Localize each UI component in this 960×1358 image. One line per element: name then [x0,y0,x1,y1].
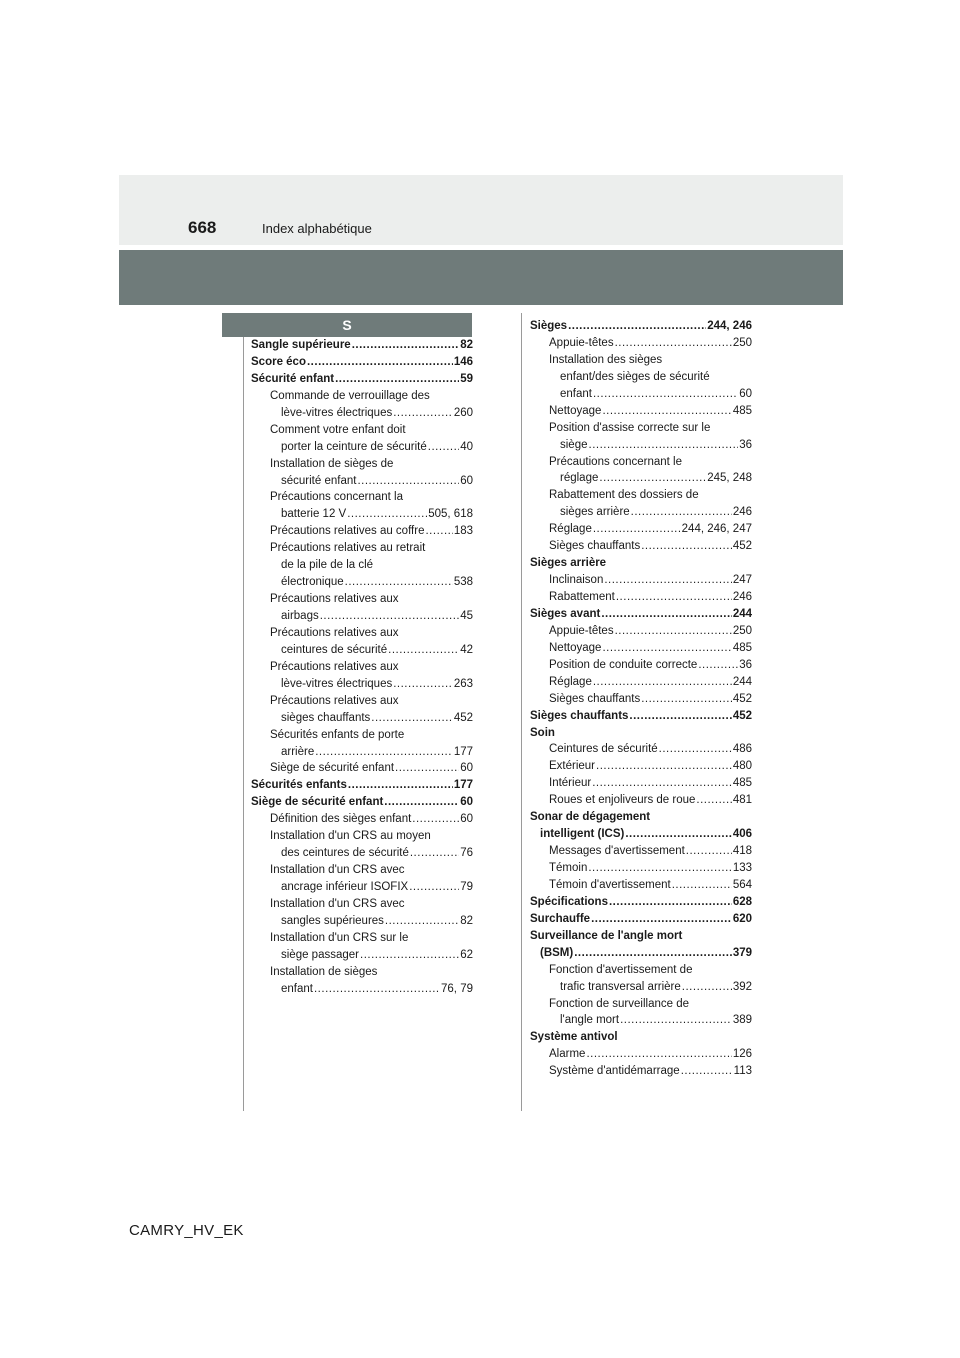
page-reference: 60 [460,762,473,775]
dot-leader [347,506,427,523]
index-entry [251,642,473,659]
dot-leader [360,947,459,964]
dot-leader [659,741,732,758]
dot-leader [681,1063,733,1080]
dot-leader [620,1012,732,1029]
dot-leader [357,473,459,490]
entry-text: Nettoyage [549,641,602,654]
page-reference: 177 [453,779,473,792]
index-entry [530,792,752,809]
dot-leader [574,945,732,962]
index-entry [251,862,473,879]
page-reference: 250 [732,336,752,349]
index-entry [530,945,752,962]
entry-text: Témoin [549,862,588,874]
entry-text: porter la ceinture de sécurité [281,440,427,453]
index-entry [251,760,473,777]
page-reference: 250 [732,624,752,637]
entry-text: Sonar de dégagement [530,811,651,824]
index-entry [530,572,752,589]
page-reference: 244 [732,675,752,688]
dot-leader [586,1046,731,1063]
entry-text: Réglage [549,523,592,536]
page-reference: 263 [453,677,473,690]
page-reference: 113 [733,1065,752,1078]
page-reference: 62 [460,948,473,961]
entry-text: Installation de sièges [270,965,378,978]
page-reference: 60 [460,813,473,826]
index-entry [530,877,752,894]
index-entry [530,589,752,606]
dot-leader [409,879,459,896]
dot-leader [335,371,459,388]
entry-text: intelligent (ICS) [540,828,625,841]
page-reference: 76 [460,847,473,860]
entry-text: sangles supérieures [281,914,384,927]
index-entry [251,828,473,845]
entry-text: Précautions relatives aux [270,626,399,639]
dot-leader [686,843,732,860]
entry-text: trafic transversal arrière [560,980,681,993]
index-entry [530,437,752,454]
entry-text: Sangle supérieure [251,339,351,351]
entry-text: Commande de verrouillage des [270,389,430,402]
index-entry [530,725,752,742]
entry-text: Intérieur [549,777,592,790]
index-column-right [530,318,752,1080]
footer-code: CAMRY_HV_EK [129,1222,244,1239]
entry-text: Inclinaison [549,574,604,587]
page-reference: 126 [732,1048,752,1061]
page-reference: 564 [732,878,752,891]
entry-text: Définition des sièges enfant [270,813,412,826]
index-entry [530,691,752,708]
index-entry [251,456,473,473]
index-entry [530,894,752,911]
dot-leader [395,760,459,777]
dot-leader [682,979,732,996]
dot-leader [412,811,459,828]
entry-text: Sièges chauffants [530,709,629,722]
index-entry [530,504,752,521]
dot-leader [629,708,731,725]
index-entry [251,744,473,761]
entry-text: Précautions relatives aux [270,660,399,673]
page-reference: 183 [453,525,473,538]
entry-text: Précautions relatives aux [270,593,399,606]
dot-leader [393,405,453,422]
index-entry [251,947,473,964]
entry-text: Extérieur [549,760,596,773]
dot-leader [631,504,732,521]
index-entry [530,318,752,335]
entry-text: réglage [560,472,599,485]
index-entry [530,928,752,945]
index-entry [251,405,473,422]
entry-text: de la pile de la clé [281,559,374,572]
page-reference: 452 [732,692,752,705]
entry-text: Installation d'un CRS avec [270,897,405,910]
entry-text: Précautions relatives au retrait [270,542,426,555]
page-reference: 76, 79 [441,982,473,995]
entry-text: sièges chauffants [281,711,371,724]
entry-text: Précautions relatives au coffre [270,525,425,538]
index-entry [251,574,473,591]
index-entry [251,388,473,405]
entry-text: Fonction d'avertissement de [549,963,693,976]
dot-leader [593,521,681,538]
page-reference: 36 [739,438,752,451]
dot-leader [696,792,731,809]
entry-text: airbags [281,610,319,622]
entry-text: Sièges [530,320,568,332]
dot-leader [345,574,453,591]
index-entry [251,896,473,913]
entry-text: Installation d'un CRS sur le [270,931,409,944]
dot-leader [615,623,732,640]
page-number: 668 [188,218,217,237]
index-entry [251,659,473,676]
index-entry [530,470,752,487]
dot-leader [348,777,453,794]
dot-leader [568,318,706,335]
dot-leader [641,691,732,708]
index-entry [251,422,473,439]
header-bar [119,250,843,305]
entry-text: Soin [530,726,555,739]
entry-text: Ceintures de sécurité [549,743,658,756]
page-reference: 620 [732,912,752,925]
letter-heading: S [222,313,472,337]
entry-text: Rabattement [549,591,615,603]
dot-leader [591,911,732,928]
index-entry [530,911,752,928]
page-reference: 389 [732,1014,752,1027]
column-divider-left [243,313,244,1111]
page-reference: 452 [732,709,752,722]
page-reference: 82 [460,339,473,351]
index-entry [251,794,473,811]
entry-text: enfant [560,387,592,400]
dot-leader [393,676,453,693]
dot-leader [596,758,732,775]
entry-text: Sièges chauffants [549,692,641,705]
page-reference: 244, 246, 247 [681,523,752,536]
entry-text: Nettoyage [549,404,602,417]
page-reference: 485 [732,777,752,790]
index-entry [530,860,752,877]
entry-text: Appuie-têtes [549,336,614,349]
entry-text: Score éco [251,355,306,368]
index-entry [530,487,752,504]
entry-text: Surveillance de l'angle mort [530,929,683,942]
entry-text: Installation d'un CRS au moyen [270,830,431,843]
page-reference: 146 [453,355,473,368]
entry-text: Fonction de surveillance de [549,997,689,1010]
page-reference: 481 [732,794,752,807]
dot-leader [672,877,732,894]
dot-leader [616,589,732,606]
entry-text: (BSM) [540,946,574,959]
entry-text: Position d'assise correcte sur le [549,421,711,434]
index-entry [530,657,752,674]
index-entry [251,625,473,642]
page-reference: 485 [732,404,752,417]
index-entry [251,727,473,744]
index-entry [251,608,473,625]
dot-leader [588,860,731,877]
page-reference: 36 [739,658,752,671]
page-reference: 177 [453,745,473,758]
index-entry [530,674,752,691]
entry-text: Système antivol [530,1031,618,1044]
index-entry [530,352,752,369]
entry-text: Réglage [549,675,592,688]
dot-leader [384,794,459,811]
entry-text: Sécurités enfants de porte [270,728,405,741]
index-entry [530,640,752,657]
page-reference: 406 [732,828,752,841]
dot-leader [625,826,731,843]
page-reference: 246 [732,506,752,519]
index-entry [251,371,473,388]
dot-leader [307,354,453,371]
dot-leader [641,538,732,555]
index-entry [251,811,473,828]
dot-leader [388,642,459,659]
dot-leader [593,386,738,403]
page-reference: 628 [732,895,752,908]
entry-text: Sécurité enfant [251,372,335,385]
index-entry [530,741,752,758]
entry-text: sécurité enfant [281,474,357,487]
index-entry [530,420,752,437]
index-entry [530,403,752,420]
page-reference: 485 [732,641,752,654]
dot-leader [602,403,731,420]
index-entry [251,710,473,727]
index-column-left [251,337,473,998]
dot-leader [425,523,452,540]
index-entry [530,843,752,860]
index-entry [251,676,473,693]
entry-text: ancrage inférieur ISOFIX [281,881,409,893]
section-title: Index alphabétique [262,221,372,236]
dot-leader [315,744,453,761]
index-entry [251,557,473,574]
entry-text: Rabattement des dossiers de [549,489,699,502]
index-entry [530,996,752,1013]
page-reference: 480 [732,760,752,773]
entry-text: Roues et enjoliveurs de roue [549,794,696,807]
dot-leader [601,606,731,623]
index-entry [251,439,473,456]
dot-leader [593,674,732,691]
entry-text: Surchauffe [530,912,591,925]
entry-text: batterie 12 V [281,508,347,521]
index-entry [251,506,473,523]
index-entry [530,775,752,792]
index-entry [530,758,752,775]
dot-leader [371,710,453,727]
entry-text: lève-vitres électriques [281,406,393,419]
entry-text: Appuie-têtes [549,624,614,637]
entry-text: Sièges chauffants [549,540,641,553]
dot-leader [615,335,732,352]
entry-text: Sécurités enfants [251,779,347,792]
dot-leader [698,657,738,674]
entry-text: ceintures de sécurité [281,643,388,656]
page-reference: 244 [732,607,752,620]
entry-text: Installation de sièges de [270,457,394,470]
index-entry [251,879,473,896]
dot-leader [314,981,440,998]
index-entry [251,845,473,862]
index-entry [530,979,752,996]
entry-text: arrière [281,745,315,758]
index-entry [251,981,473,998]
page-reference: 82 [460,914,473,927]
index-entry [530,1029,752,1046]
dot-leader [592,775,732,792]
entry-text: Sièges arrière [530,557,607,570]
index-entry [251,354,473,371]
page-reference: 452 [732,540,752,553]
entry-text: des ceintures de sécurité [281,847,409,860]
index-entry [530,962,752,979]
index-entry [251,473,473,490]
dot-leader [604,572,731,589]
index-entry [530,809,752,826]
entry-text: Système d'antidémarrage [549,1065,680,1078]
entry-text: l'angle mort [560,1014,620,1027]
entry-text: siège [560,438,588,451]
entry-text: Spécifications [530,895,608,908]
index-entry [530,1063,752,1080]
dot-leader [410,845,459,862]
index-entry [530,386,752,403]
dot-leader [609,894,732,911]
index-entry [251,337,473,354]
index-entry [530,1046,752,1063]
page-reference: 244, 246 [707,320,752,332]
page-reference: 40 [460,440,473,453]
entry-text: Précautions relatives aux [270,694,399,707]
entry-text: siège passager [281,948,359,961]
page-reference: 45 [460,610,473,622]
dot-leader [385,913,459,930]
entry-text: sièges arrière [560,506,630,519]
entry-text: électronique [281,576,344,589]
page-reference: 79 [460,881,473,893]
dot-leader [602,640,731,657]
page-reference: 133 [732,862,752,874]
entry-text: Sièges avant [530,607,601,620]
page-reference: 59 [460,372,473,385]
page-reference: 42 [460,643,473,656]
entry-text: Messages d'avertissement [549,845,685,858]
entry-text: Précautions concernant le [549,455,682,468]
index-entry [530,1012,752,1029]
page-reference: 538 [453,576,473,589]
entry-text: lève-vitres électriques [281,677,393,690]
index-entry [251,489,473,506]
header-band [119,175,843,245]
dot-leader [352,337,459,354]
index-entry [251,930,473,947]
index-entry [530,369,752,386]
page-reference: 60 [460,474,473,487]
page-reference: 247 [732,574,752,587]
index-entry [530,606,752,623]
entry-text: Installation d'un CRS avec [270,864,405,877]
page-reference: 505, 618 [428,508,473,521]
page-reference: 245, 248 [707,472,752,485]
index-entry [530,555,752,572]
entry-text: Installation des sièges [549,353,663,366]
index-entry [251,777,473,794]
entry-text: Position de conduite correcte [549,658,698,671]
index-entry [530,538,752,555]
dot-leader [320,608,459,625]
dot-leader [599,470,706,487]
index-entry [530,826,752,843]
entry-text: Siège de sécurité enfant [251,796,384,809]
index-entry [530,708,752,725]
entry-text: Siège de sécurité enfant [270,762,395,775]
entry-text: enfant/des sièges de sécurité [560,370,710,383]
index-entry [251,913,473,930]
dot-leader [589,437,739,454]
page-reference: 246 [732,591,752,603]
page-reference: 452 [453,711,473,724]
dot-leader [428,439,459,456]
entry-text: Témoin d'avertissement [549,878,671,891]
index-entry [251,540,473,557]
index-entry [251,693,473,710]
index-entry [530,454,752,471]
index-entry [251,591,473,608]
page-reference: 486 [732,743,752,756]
entry-text: enfant [281,982,313,995]
index-entry [530,521,752,538]
column-divider-right [521,313,522,1111]
index-entry [251,964,473,981]
page-reference: 392 [732,980,752,993]
index-entry [251,523,473,540]
page-reference: 379 [732,946,752,959]
page-reference: 260 [453,406,473,419]
page-reference: 418 [732,845,752,858]
page-reference: 60 [739,387,752,400]
entry-text: Alarme [549,1048,586,1061]
index-entry [530,623,752,640]
index-entry [530,335,752,352]
entry-text: Précautions concernant la [270,491,403,504]
page-reference: 60 [460,796,473,809]
entry-text: Comment votre enfant doit [270,423,406,436]
